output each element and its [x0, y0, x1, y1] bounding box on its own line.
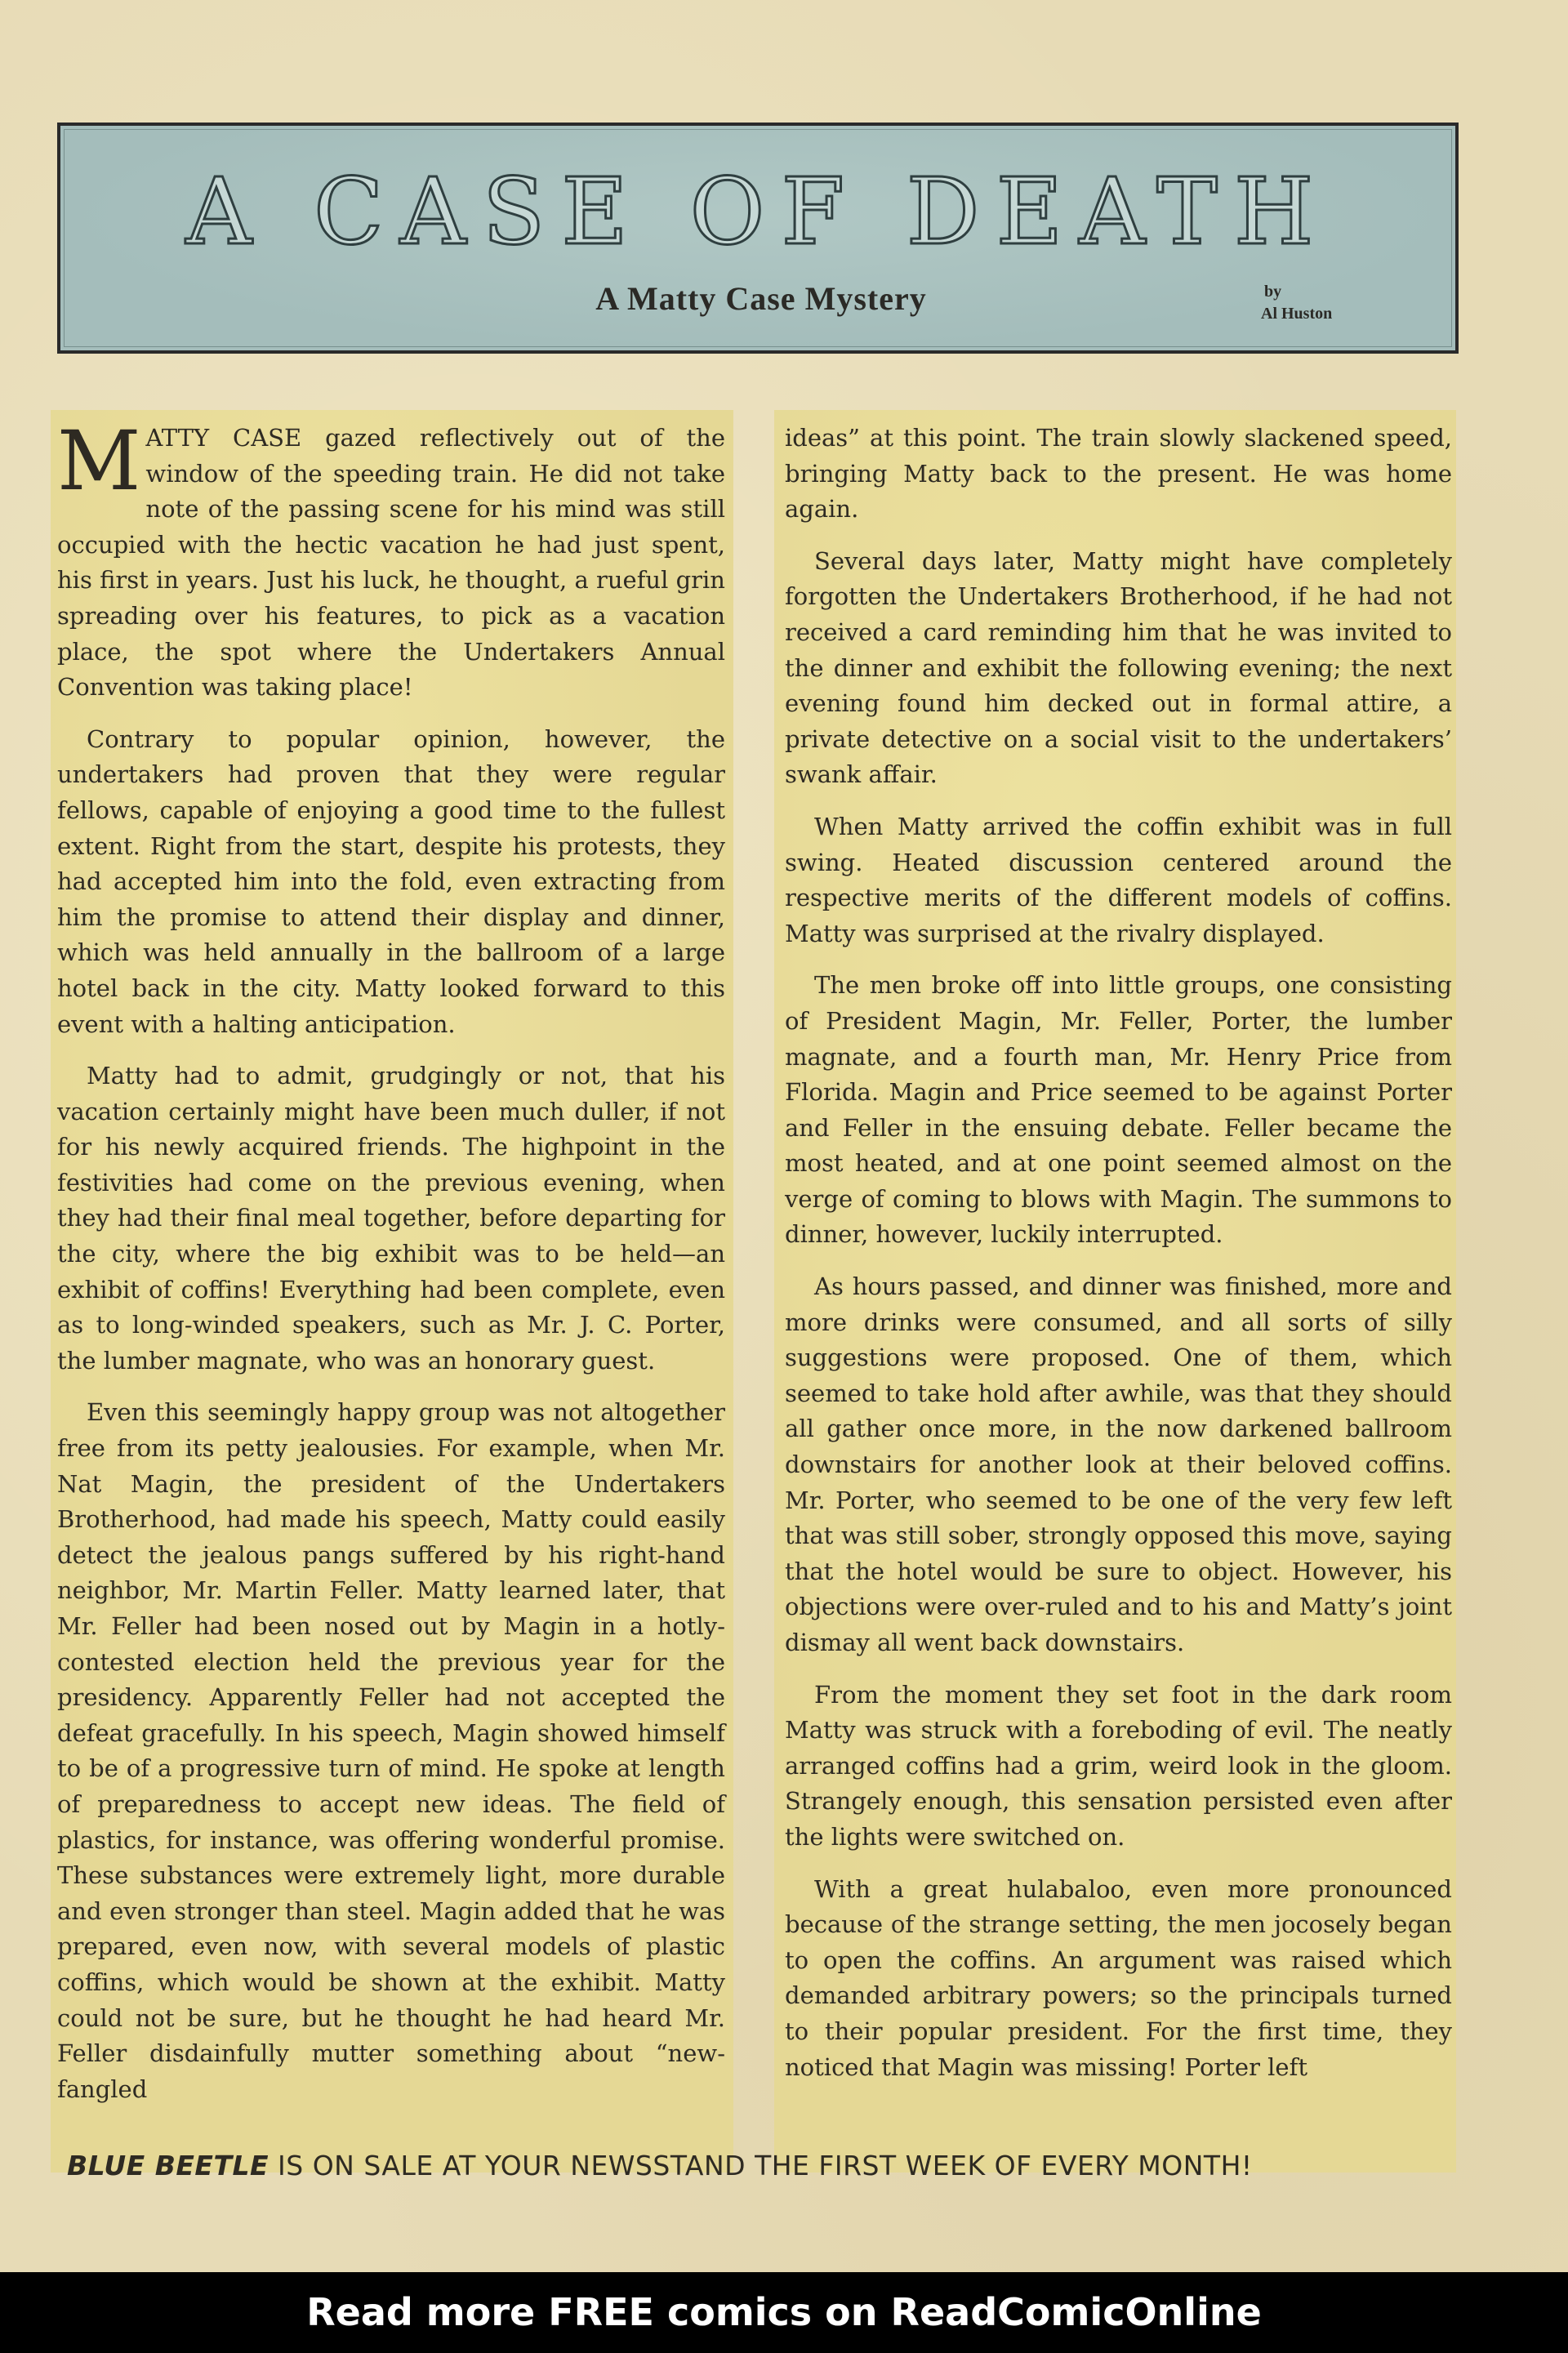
article-paragraph: With a great hulabaloo, even more pronounced because of the strange setting, the men jocosely began to open the coffins. An argument was raised which demanded arbitrary powers; so the principals turned to their popular president. For the first time, they noticed that Magin was missing! Porter left [785, 1874, 1452, 2081]
article-paragraph: Matty had to admit, grudgingly or not, that his vacation certainly might have been much duller, if not for his newly acquired friends. The highpoint in the festivities had come on the previous evening, when they had their final meal together, before departing for the city, where the big exhibit was to be held—an exhibit of coffins! Everything had been complete, even as to long-winded speakers, such as Mr. J. C. Porter, the lumber magnate, who was an honorary guest. [57, 1062, 725, 1375]
newsstand-notice-text: IS ON SALE AT YOUR NEWSSTAND THE FIRST WEEK OF EVERY MONTH! [269, 2150, 1253, 2181]
article-paragraph: Even this seemingly happy group was not altogether free from its petty jealousies. For example, when Mr. Nat Magin, the president of the Undertakers Brotherhood, had made his speech, Matty could easily detect the jealous pangs suffered by his right-hand neighbor, Mr. Martin Feller. Matty learned later, that Mr. Feller had been nosed out by Magin in a hotly-contested election held the previous year for the presidency. Apparently Feller had not accepted the defeat gracefully. In his speech, Magin showed himself to be of a progressive turn of mind. He spoke at length of preparedness to accept new ideas. The field of plastics, for instance, was offering wonderful promise. These substances were extremely light, more durable and even stronger than steel. Magin added that he was prepared, even now, with several models of plastic coffins, which would be shown at the exhibit. Matty could not be sure, but he thought he had heard Mr. Feller disdainfully mutter something about “new-fangled [57, 1398, 725, 2103]
title-panel [57, 123, 1459, 354]
article-paragraph: The men broke off into little groups, one consisting of President Magin, Mr. Feller, Porter, the lumber magnate, and a fourth man, Mr. Henry Price from Florida. Magin and Price seemed to be against Porter and Feller in the ensuing debate. Feller became the most heated, and at one point seemed almost on the verge of coming to blows with Magin. The summons to dinner, however, luckily interrupted. [785, 971, 1452, 1249]
article-paragraph [57, 413, 725, 706]
newsstand-notice [67, 2150, 1455, 2182]
article-paragraph: As hours passed, and dinner was finished, more and more drinks were consumed, and all sorts of silly suggestions were proposed. One of them, which seemed to take hold after awhile, was that they should all gather once more, in the now darkened ballroom downstairs for another look at their beloved coffins. Mr. Porter, who seemed to be one of the very few left that was still sober, strongly opposed this move, saying that the hotel would be sure to object. However, his objections were over-ruled and to his and Matty’s joint dismay all went back downstairs. [785, 1272, 1452, 1656]
article-paragraph: Several days later, Matty might have completely forgotten the Undertakers Brotherhood, if he had not received a card reminding him that he was invited to the dinner and exhibit the following evening; the next evening found him decked out in formal attire, a private detective on a social visit to the undertakers’ swank affair. [785, 546, 1452, 789]
magazine-name: BLUE BEETLE [67, 2150, 270, 2181]
promo-banner-text[interactable]: Read more FREE comics on ReadComicOnline [306, 2290, 1262, 2334]
drop-cap: M [57, 413, 141, 509]
article-right-column [785, 421, 1452, 2101]
paragraph-text: ATTY CASE gazed reflectively out of the window of the speeding train. He did not take note of the passing scene for his mind was still occupied with the hectic vacation he had just spent, his first in years. Just his luck, he thought, a rueful grin spreading over his features, to pick as a vacation place, the spot where the Undertakers Annual Convention was taking place! [57, 424, 725, 702]
story-title: A CASE OF DEATH [185, 159, 1330, 265]
byline [1261, 281, 1375, 325]
promo-banner[interactable] [0, 2272, 1568, 2353]
article-paragraph: When Matty arrived the coffin exhibit was in full swing. Heated discussion centered around the respective merits of the different models of coffins. Matty was surprised at the rivalry displayed. [785, 812, 1452, 947]
article-paragraph: From the moment they set foot in the dark room Matty was struck with a foreboding of evil. The neatly arranged coffins had a grim, weird look in the gloom. Strangely enough, this sensation persisted even after the lights were switched on. [785, 1680, 1452, 1851]
byline-author: Al Huston [1261, 305, 1333, 323]
byline-by: by [1264, 283, 1282, 301]
article-left-column [57, 413, 725, 2123]
article-paragraph: Contrary to popular opinion, however, the undertakers had proven that they were regular fellows, capable of enjoying a good time to the fullest extent. Right from the start, despite his protests, they had accepted him into the fold, even extracting from him the promise to attend their display and dinner, which was held annually in the ballroom of a large hotel back in the city. Matty looked forward to this event with a halting anticipation. [57, 724, 725, 1038]
article-paragraph: ideas” at this point. The train slowly slackened speed, bringing Matty back to the present. He was home again. [785, 424, 1452, 524]
story-subtitle: A Matty Case Mystery [595, 280, 927, 317]
